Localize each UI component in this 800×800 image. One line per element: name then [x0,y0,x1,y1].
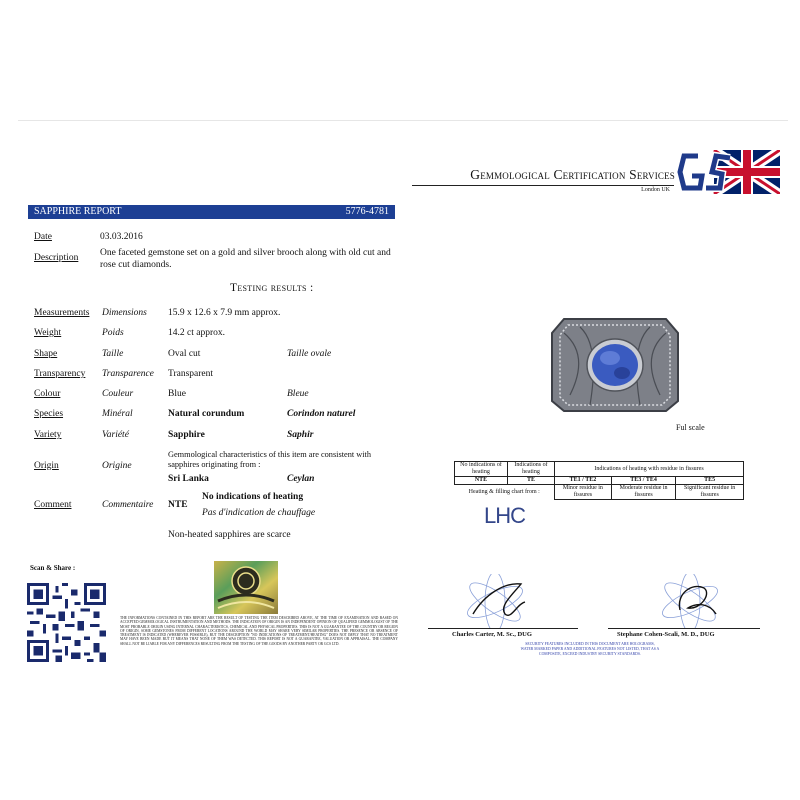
report-title: SAPPHIRE REPORT [34,206,122,217]
heating-table [454,461,744,500]
heat-te5: TE5 [676,477,744,485]
origin-label: Origin [34,461,59,471]
disclaimer-text: THE INFORMATIONS CONTAINED IN THIS REPORT ARE THE RESULT OF TESTING THE ITEM DESCRIBED ABOVE, AT THE TIME OF EXAMINATION AND BASED ON ACCEPTED GEMMOLOGICAL INSTRUMENTATION AND METHODS. THE INDICATION OF ORIGIN IS AN INDEPENDENT OPINION OF QUALIFIED GEMMOLOGIST OF THE MOST PROBABLE ORIGIN USING INTERNAL CHARACTERISTICS, CHEMICAL AND PHYSICAL PROPERTIES. THIS IS NOT A GUARANTEE OF THE COUNTRY OR REGION OF ORIGIN, SOME GEMSTONES FROM DIFFERENT LOCATIONS AROUND THE WORLD MAY SHARE VERY SIMILAR PROPERTIES. THE PRESENCE OR ABSENCE OF TREATMENT IS INDICATED (WHEREVER POSSIBLE), BUT THE DESCRIPTION "NO INDICATIONS OF TREATMENT/HEATING" DOES NOT IMPLY THAT NO TREATMENT MAY HAVE BEEN MADE BUT IT MEANS THAT NONE OF THEM WAS DETECTED. THIS REPORT IS NOT A GUARANTEE, VALUATION OR APPRAISAL. THE COMPANY SHALL NOT BE LIABLE FOR ANY DIFFERENCES RESULTING FROM THE TESTING OF THE GOODS BY ANOTHER PARTY OR GCS LTD. [120,616,398,646]
signature-right [650,574,746,628]
transparency-label: Transparency [34,369,86,379]
species-value: Natural corundum [168,409,245,419]
comment-value: No indications of heating [202,492,304,502]
signature-right-rule [608,628,760,629]
heat-nte: NTE [455,477,508,485]
security-note: SECURITY FEATURES INCLUDED IN THIS DOCUMENT ARE HOLOGRAMS, WATER MARKED PAPER AND ADDITIONAL FEATURES NOT LISTED, THAT AS A COMPOSITE, EXCEED INDUSTRY SECURITY STANDARDS. [520,642,660,656]
colour-value-fr: Bleue [287,389,309,399]
comment-fr: Commentaire [102,500,154,510]
measurements-fr: Dimensions [102,308,147,318]
origin-fr: Origine [102,461,132,471]
shape-label: Shape [34,349,58,359]
signature-left-rule [428,628,578,629]
weight-label: Weight [34,328,62,338]
weight-fr: Poids [102,328,124,338]
signature-right-name: Stephane Cohen-Scali, M. D., DUG [617,631,715,638]
shape-fr: Taille [102,349,124,359]
heat-col-none: No indications of heating [455,462,508,477]
brooch-photo [550,315,680,415]
image-scale-caption: Ful scale [676,423,705,432]
signature-left [455,574,551,628]
transparency-fr: Transparence [102,369,154,379]
heat-chart-label: Heating & filling chart from : [455,485,555,500]
heat-col-residue: Indications of heating with residue in fissures [555,462,744,477]
date-label: Date [34,232,52,242]
variety-value: Sapphire [168,430,205,440]
measurements-value: 15.9 x 12.6 x 7.9 mm approx. [168,308,281,318]
comment-code: NTE [168,500,188,510]
header-rule [412,185,674,186]
species-label: Species [34,409,64,419]
comment-extra: Non-heated sapphires are scarce [168,530,291,540]
shape-value: Oval cut [168,349,201,359]
description-label: Description [34,253,79,263]
variety-fr: Variété [102,430,129,440]
heat-col-heating: Indications of heating [508,462,555,477]
heat-te12: TE1 / TE2 [555,477,612,485]
company-name: Gemmological Certification Services [470,167,675,182]
variety-label: Variety [34,430,62,440]
signature-left-name: Charles Carter, M. Sc., DUG [452,631,532,638]
origin-value: Sri Lanka [168,474,209,484]
colour-value: Blue [168,389,186,399]
company-location: London UK [641,187,670,193]
description-value: One faceted gemstone set on a gold and silver brooch along with old cut and rose cut diamonds. [100,248,391,270]
comment-value-fr: Pas d'indication de chauffage [202,508,316,518]
comment-label: Comment [34,500,72,510]
lhc-logo: LHC [484,503,526,528]
scan-share-label: Scan & Share : [30,564,76,572]
date-value: 03.03.2016 [100,232,143,242]
testing-results-heading: Testing results : [230,282,314,294]
report-title-bar [28,205,395,219]
species-value-fr: Corindon naturel [287,409,356,419]
report-number: 5776-4781 [345,206,389,217]
variety-value-fr: Saphir [287,430,314,440]
gcs-flag-logo [676,150,780,194]
transparency-value: Transparent [168,369,214,379]
heat-te: TE [508,477,555,485]
weight-value: 14.2 ct approx. [168,328,225,338]
species-fr: Minéral [102,409,133,419]
heat-significant: Significant residue in fissures [676,485,744,500]
heat-te34: TE3 / TE4 [611,477,675,485]
origin-value-fr: Ceylan [287,474,315,484]
hologram-seal [214,561,278,614]
colour-fr: Couleur [102,389,134,399]
measurements-label: Measurements [34,308,90,318]
heat-moderate: Moderate residue in fissures [611,485,675,500]
shape-value-fr: Taille ovale [287,349,332,359]
origin-note: Gemmological characteristics of this item are consistent with sapphires originating from : [168,450,371,469]
colour-label: Colour [34,389,61,399]
heat-minor: Minor residue in fissures [555,485,612,500]
qr-code[interactable] [27,583,106,662]
